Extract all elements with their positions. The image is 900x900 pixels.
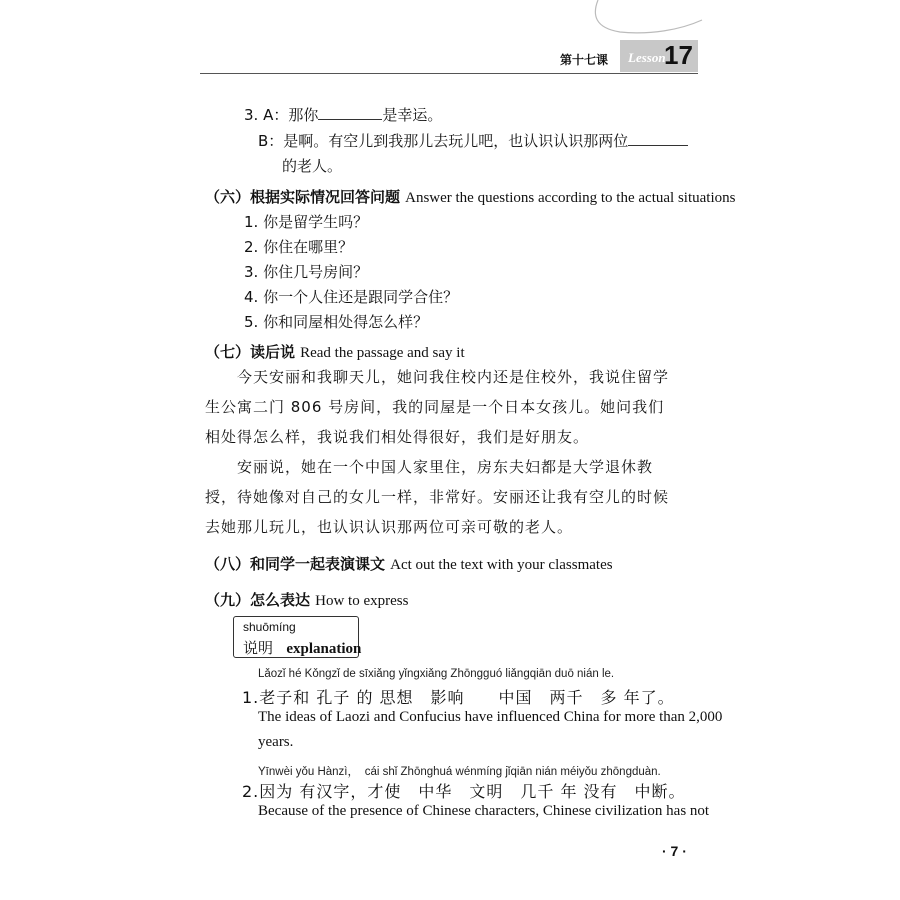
lesson-number: 17 (664, 40, 693, 70)
example2-english-line1: Because of the presence of Chinese characters, Chinese civilization has not (258, 803, 710, 819)
question-4: 4. 你一个人住还是跟同学合住？ (244, 288, 459, 306)
section7-heading: （七）读后说 Read the passage and say it (205, 343, 465, 361)
header-rule (200, 73, 698, 74)
example2-pinyin: Yīnwèi yǒu Hànzì， cái shǐ Zhōnghuá wénmíng jǐqiān nián méiyǒu zhōngduàn. (258, 766, 661, 778)
question-3: 3. 你住几号房间？ (244, 263, 369, 281)
answer-blank (318, 105, 382, 120)
item3-a: 3. A：那你 是幸运。 (244, 106, 443, 124)
section8-heading: （八）和同学一起表演课文 Act out the text with your classmates (205, 555, 613, 573)
example1-pinyin: Lǎozǐ hé Kǒngzǐ de sīxiǎng yǐngxiǎng Zhōngguó liǎngqiān duō nián le. (258, 668, 615, 680)
header-decoration (590, 0, 710, 45)
lesson-word: Lesson (628, 50, 666, 65)
item3-b-line2: 的老人。 (282, 157, 343, 175)
passage-paragraph-2: 安丽说，她在一个中国人家里住，房东夫妇都是大学退休教授，待她像对自己的女儿一样，非常好。安丽还让我有空儿的时候去她那儿玩儿，也认识认识那两位可亲可敬的老人。 (205, 458, 670, 536)
explanation-pinyin: shuōmíng (243, 620, 296, 634)
example2-chinese: 2.因为 有汉字，才使 中华 文明 几千 年 没有 中断。 (242, 782, 686, 801)
page-number: · 7 · (662, 843, 687, 859)
example1-english-line1: The ideas of Laozi and Confucius have influenced China for more than 2,000 (258, 709, 723, 725)
section6-heading: （六）根据实际情况回答问题 Answer the questions according to the actual situations (205, 188, 736, 206)
example1-english-line2: years. (258, 734, 294, 750)
question-5: 5. 你和同屋相处得怎么样？ (244, 313, 429, 331)
question-2: 2. 你住在哪里？ (244, 238, 354, 256)
lesson-chinese-title: 第十七课 (560, 53, 609, 67)
section9-heading: （九）怎么表达 How to express (205, 591, 409, 609)
item3-b-line1: B：是啊。有空儿到我那儿去玩儿吧，也认识认识那两位 (258, 130, 688, 151)
example1-chinese: 1.老子和 孔子 的 思想 影响 中国 两千 多 年了。 (242, 688, 675, 707)
question-1: 1. 你是留学生吗？ (244, 213, 369, 231)
answer-blank (628, 131, 688, 146)
passage-paragraph-1: 今天安丽和我聊天儿，她问我住校内还是住校外，我说住留学生公寓二门 806 号房间，我的同屋是一个日本女孩儿。她问我们相处得怎么样，我说我们相处得很好，我们是好朋友。 (205, 368, 670, 446)
explanation-label: 说明 explanation (243, 639, 362, 657)
